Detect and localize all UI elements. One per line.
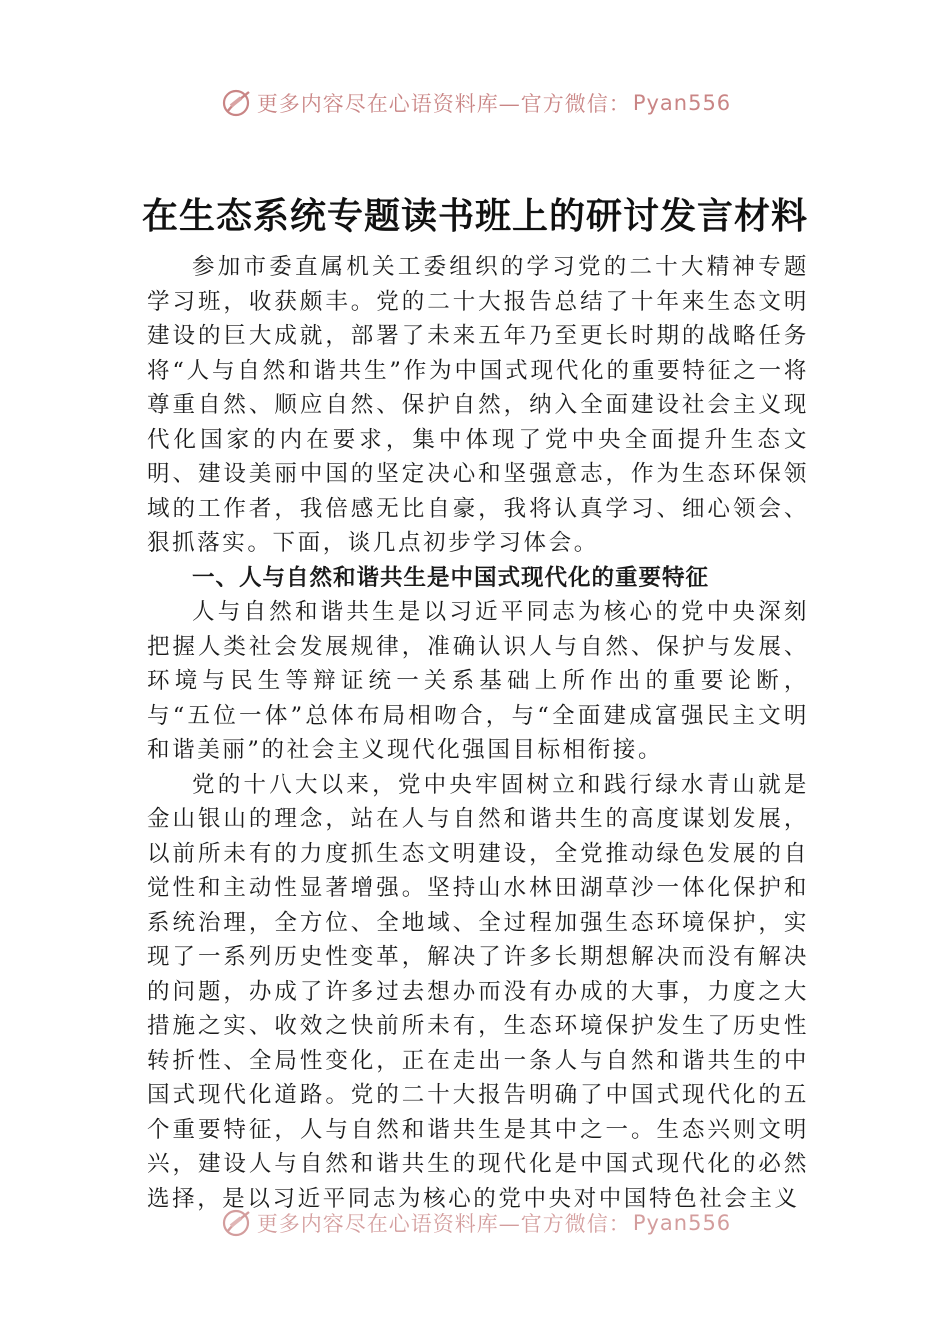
- brand-logo-icon: [219, 1206, 253, 1240]
- watermark-wechat-id: Pyan556: [632, 1211, 732, 1235]
- section-heading: 一、人与自然和谐共生是中国式现代化的重要特征: [192, 564, 710, 591]
- watermark-banner-top: [0, 83, 950, 123]
- body-paragraph: 人与自然和谐共生是以习近平同志为核心的党中央深刻把握人类社会发展规律，准确认识人与自然、保护与发展、环境与民生等辩证统一关系基础上所作出的重要论断，与“五位一体”总体布局相吻合，与“全面建成富强民主文明和谐美丽”的社会主义现代化强国目标相衔接。: [147, 599, 809, 763]
- brand-logo-icon: [219, 86, 253, 120]
- watermark-banner-bottom: [0, 1203, 950, 1243]
- document-body: [147, 250, 809, 1216]
- watermark-text: 更多内容尽在心语资料库—官方微信：: [256, 1212, 631, 1236]
- intro-paragraph: 参加市委直属机关工委组织的学习党的二十大精神专题学习班，收获颇丰。党的二十大报告总结了十年来生态文明建设的巨大成就，部署了未来五年乃至更长时期的战略任务将“人与自然和谐共生”作为中国式现代化的重要特征之一将尊重自然、顺应自然、保护自然，纳入全面建设社会主义现代化国家的内在要求，集中体现了党中央全面提升生态文明、建设美丽中国的坚定决心和坚强意志，作为生态环保领域的工作者，我倍感无比自豪，我将认真学习、细心领会、狠抓落实。下面，谈几点初步学习体会。: [147, 254, 809, 556]
- watermark-text: 更多内容尽在心语资料库—官方微信：: [256, 92, 631, 116]
- watermark-wechat-id: Pyan556: [632, 91, 732, 115]
- document-title: 在生态系统专题读书班上的研讨发言材料: [141, 195, 808, 237]
- body-paragraph: 党的十八大以来，党中央牢固树立和践行绿水青山就是金山银山的理念，站在人与自然和谐共生的高度谋划发展，以前所未有的力度抓生态文明建设，全党推动绿色发展的自觉性和主动性显著增强。坚持山水林田湖草沙一体化保护和系统治理，全方位、全地域、全过程加强生态环境保护，实现了一系列历史性变革，解决了许多长期想解决而没有解决的问题，办成了许多过去想办而没有办成的大事，力度之大措施之实、收效之快前所未有，生态环境保护发生了历史性转折性、全局性变化，正在走出一条人与自然和谐共生的中国式现代化道路。党的二十大报告明确了中国式现代化的五个重要特征，人与自然和谐共生是其中之一。生态兴则文明兴，建设人与自然和谐共生的现代化是中国式现代化的必然选择，是以习近平同志为核心的党中央对中国特色社会主义: [147, 771, 809, 1212]
